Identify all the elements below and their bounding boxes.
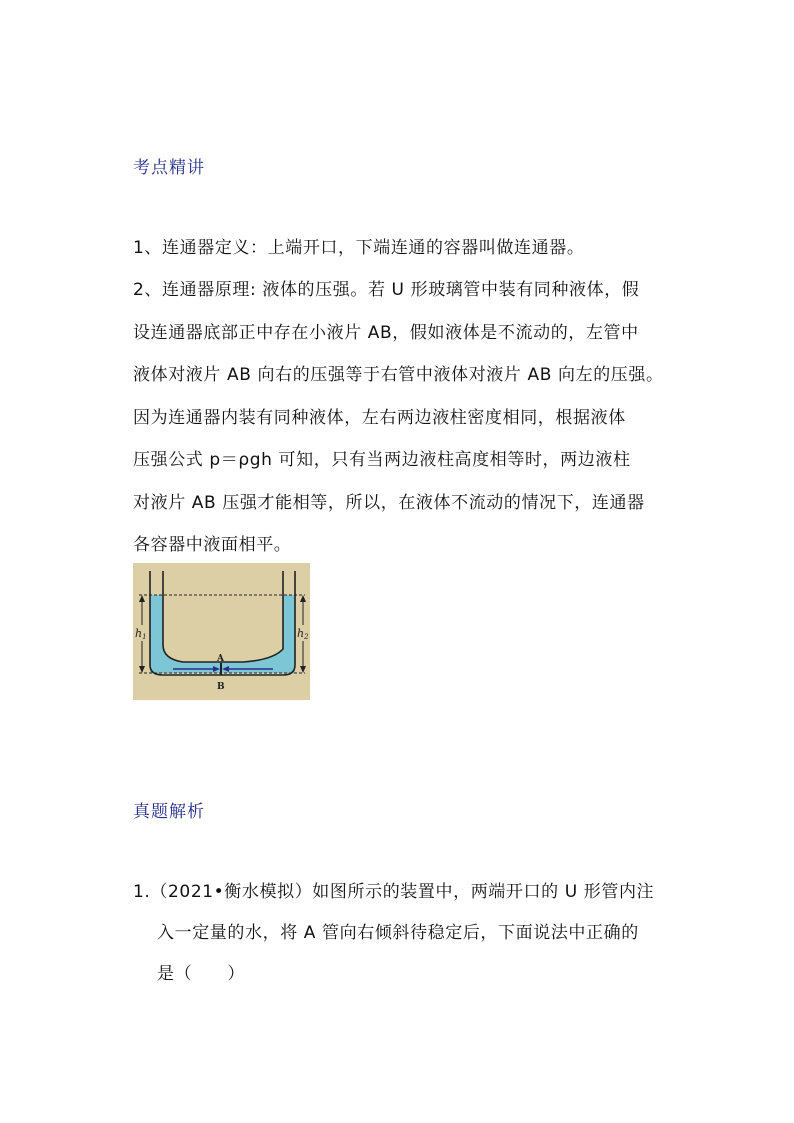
- principle-line: 因为连通器内装有同种液体，左右两边液柱密度相同，根据液体: [133, 407, 626, 428]
- question-line: 是（ ）: [157, 964, 245, 984]
- label-a: A: [217, 654, 224, 664]
- h1-label: h1: [135, 627, 147, 641]
- principle-line: 2、连通器原理: 液体的压强。若 U 形玻璃管中装有同种液体，假: [133, 280, 640, 300]
- question-line: 1.（2021•衡水模拟）如图所示的装置中，两端开口的 U 形管内注: [133, 882, 655, 902]
- question-line: 入一定量的水，将 A 管向右倾斜待稳定后，下面说法中正确的: [157, 923, 639, 943]
- label-b: B: [217, 682, 225, 692]
- principle-line: 液体对液片 AB 向右的压强等于右管中液体对液片 AB 向左的压强。: [133, 365, 664, 385]
- h2-label: h2: [297, 627, 309, 641]
- principle-line: 设连通器底部正中存在小液片 AB，假如液体是不流动的，左管中: [133, 322, 639, 343]
- definition-paragraph: 1、连通器定义：上端开口，下端连通的容器叫做连通器。: [133, 238, 585, 258]
- question-1: [133, 872, 678, 995]
- section-title-zhenti: 真题解析: [133, 802, 205, 822]
- u-tube-figure: [133, 563, 310, 700]
- principle-line: 各容器中液面相平。: [133, 535, 292, 555]
- principle-line: 对液片 AB 压强才能相等，所以，在液体不流动的情况下，连通器: [133, 492, 645, 513]
- section-title-kaodian: 考点精讲: [133, 158, 205, 178]
- principle-paragraph: [133, 269, 678, 567]
- principle-line: 压强公式 p＝ρgh 可知，只有当两边液柱高度相等时，两边液柱: [133, 450, 631, 470]
